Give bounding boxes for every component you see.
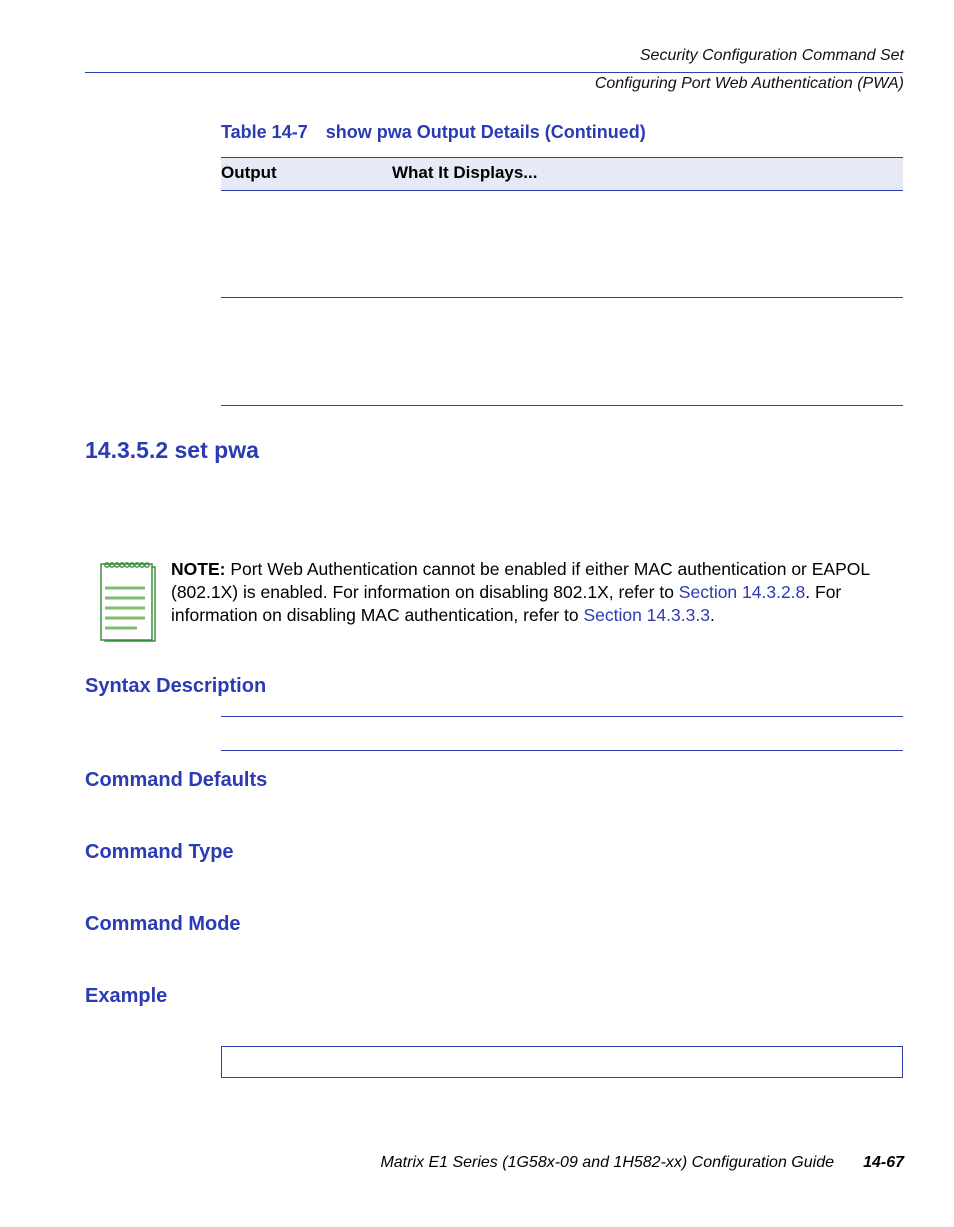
link-section-14-3-3-3[interactable]: Section 14.3.3.3 (583, 605, 710, 625)
column-header-output: Output (221, 163, 277, 182)
header-rule (85, 72, 903, 73)
example-code-box (221, 1046, 903, 1078)
footer-guide-title: Matrix E1 Series (1G58x-09 and 1H582-xx) Configuration Guide (380, 1154, 834, 1171)
table-caption (221, 122, 646, 143)
footer-page-number: 14-67 (863, 1154, 904, 1171)
heading-command-defaults: Command Defaults (85, 769, 268, 791)
running-header-subsection: Configuring Port Web Authentication (PWA) (594, 75, 904, 92)
link-section-14-3-2-8[interactable]: Section 14.3.2.8 (678, 582, 806, 602)
note-text: NOTE: Port Web Authentication cannot be enabled if either MAC authentication or EAPOL (802.1X) is enabled. For information on disabling 802.1X, refer to Section 14.3.2.8. For information on disabling MAC authentication, refer to Section 14.3.3.3. (171, 559, 870, 625)
heading-command-type: Command Type (85, 841, 234, 863)
note-label: NOTE: (171, 559, 226, 579)
table-header-rule (221, 190, 903, 191)
section-title: 14.3.5.2 set pwa (85, 437, 259, 463)
table-number: Table 14-7 (221, 122, 308, 142)
syntax-table-bottom-rule (221, 750, 903, 751)
heading-example: Example (85, 985, 168, 1007)
table-bottom-rule (221, 405, 903, 406)
heading-command-mode: Command Mode (85, 913, 241, 935)
table-header-row (221, 158, 903, 190)
table-row-rule (221, 297, 903, 298)
table-title: show pwa Output Details (Continued) (325, 122, 646, 142)
running-header-section: Security Configuration Command Set (639, 47, 904, 64)
column-header-displays: What It Displays... (392, 163, 538, 182)
heading-syntax-description: Syntax Description (85, 675, 267, 697)
syntax-table-top-rule (221, 716, 903, 717)
note-icon (100, 561, 158, 643)
